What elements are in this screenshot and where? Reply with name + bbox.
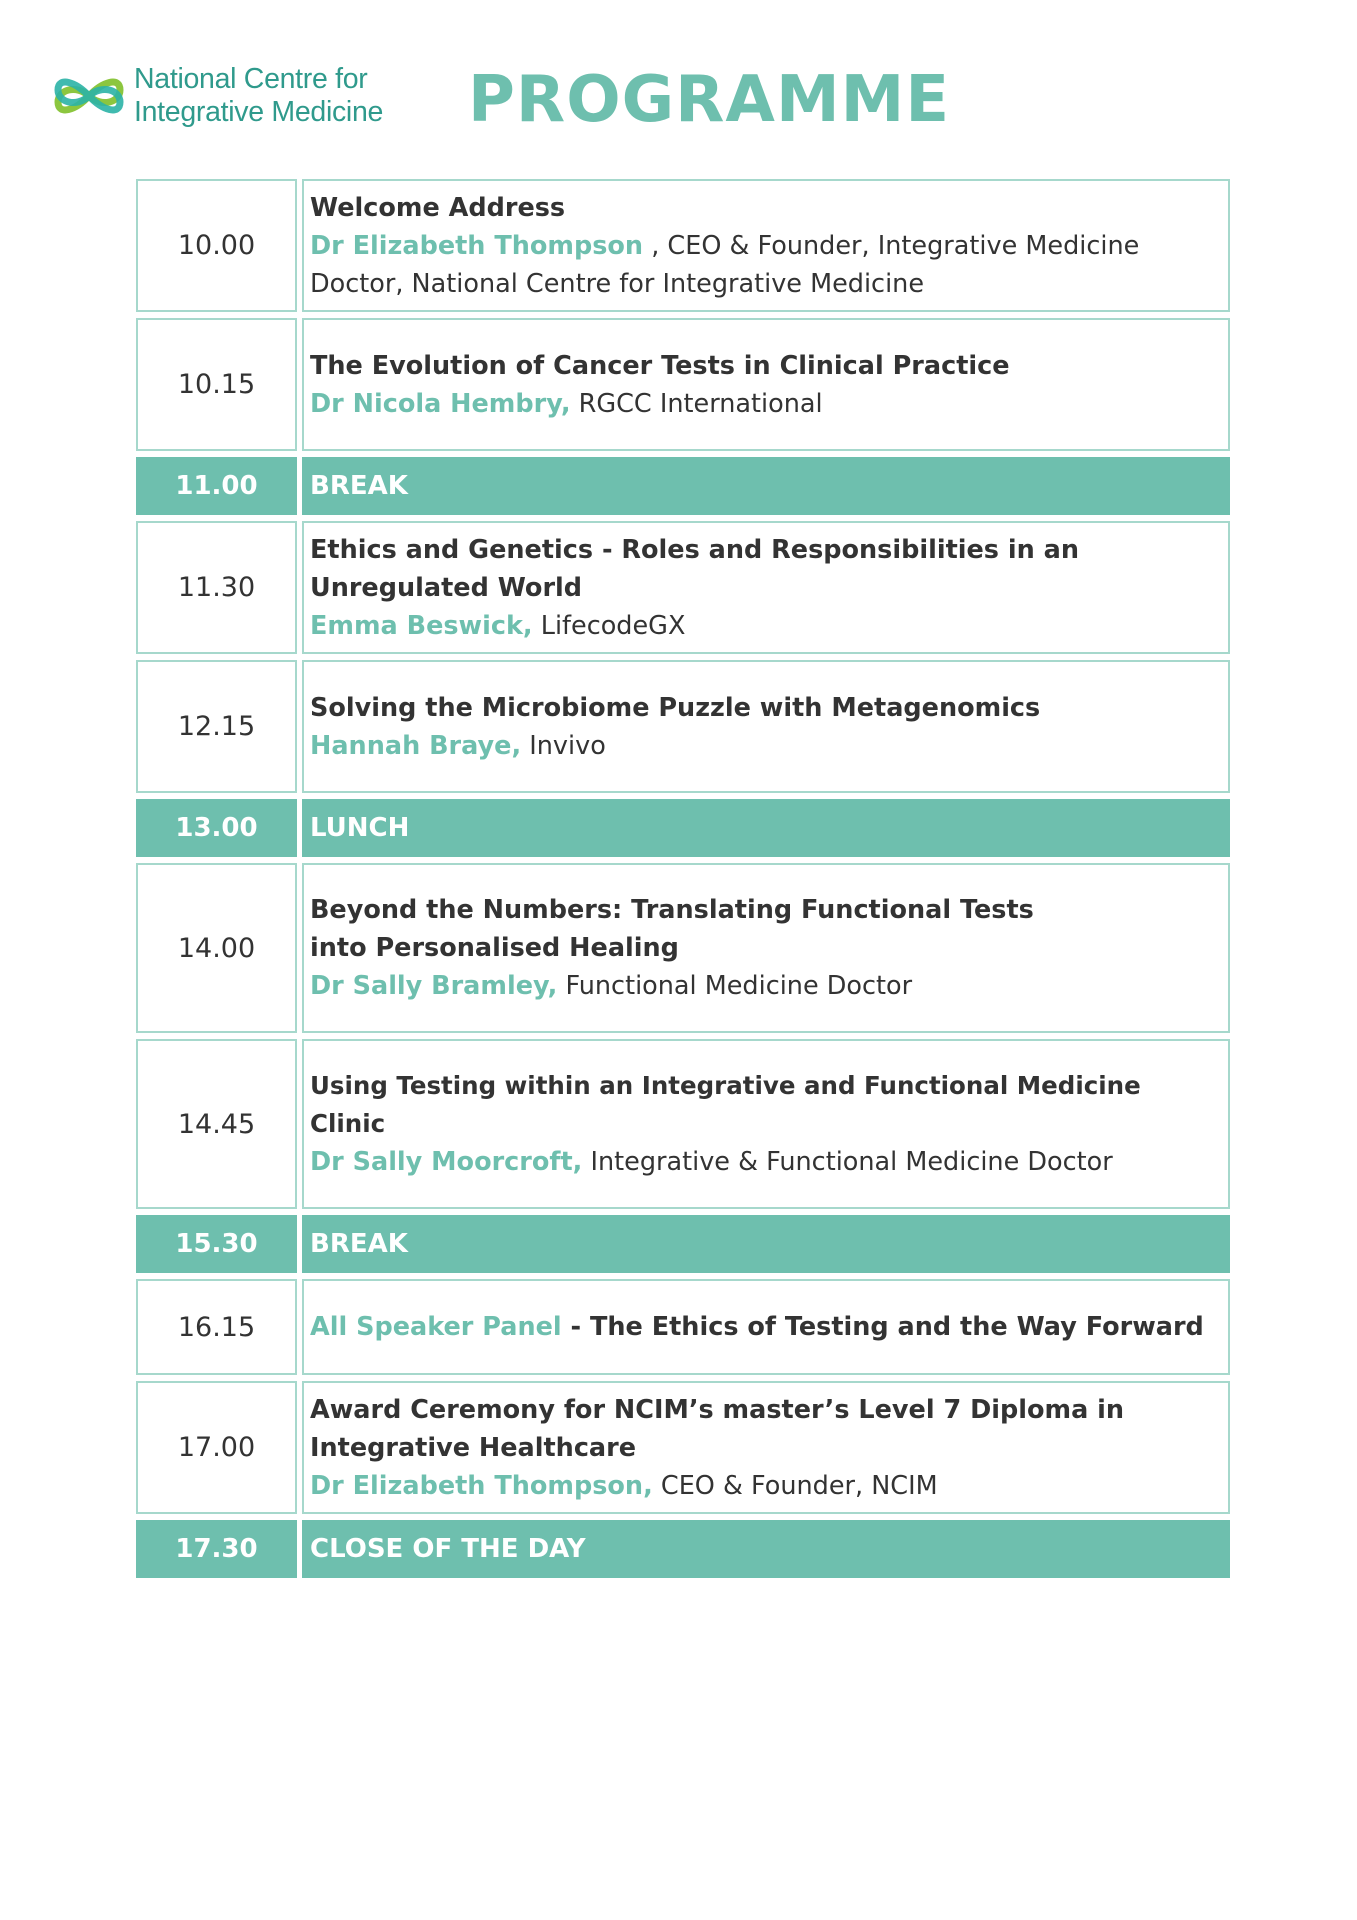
- speaker-name: Dr Sally Bramley,: [310, 971, 558, 1001]
- session-time: 16.15: [136, 1279, 297, 1375]
- break-label: BREAK: [302, 457, 1230, 515]
- break-row: [136, 799, 1230, 857]
- session-speaker-line: [310, 727, 606, 765]
- ncim-logo-icon: [52, 60, 126, 132]
- speaker-name: Dr Elizabeth Thompson,: [310, 1470, 653, 1501]
- break-time: 17.30: [136, 1520, 297, 1578]
- programme-table: [136, 179, 1230, 1584]
- speaker-affiliation: Invivo: [521, 730, 606, 761]
- speaker-name: Dr Elizabeth Thompson: [310, 230, 644, 261]
- session-details: [302, 179, 1230, 312]
- session-title: Welcome Address: [310, 192, 566, 223]
- speaker-name: Dr Nicola Hembry,: [310, 388, 571, 419]
- session-speaker-line: [310, 227, 1222, 303]
- break-time: 13.00: [136, 799, 297, 857]
- session-time: 10.00: [136, 179, 297, 312]
- session-details: [302, 863, 1230, 1033]
- break-row: [136, 457, 1230, 515]
- session-speaker-line: [310, 1143, 1113, 1181]
- org-name-line1: National Centre for: [134, 63, 368, 95]
- session-row: [136, 521, 1230, 654]
- session-time: 10.15: [136, 318, 297, 451]
- panel-title: - The Ethics of Testing and the Way Forward: [561, 1312, 1204, 1342]
- session-speaker-line: [310, 385, 823, 423]
- speaker-affiliation: , CEO & Founder, Integrative Medicine Doctor, National Centre for Integrative Medicine: [310, 230, 1140, 299]
- session-title: Award Ceremony for NCIM’s master’s Level 7 Diploma in Integrative Healthcare: [310, 1394, 1125, 1463]
- session-title: Beyond the Numbers: Translating Functional Tests into Personalised Healing: [310, 895, 1034, 963]
- break-label: BREAK: [302, 1215, 1230, 1273]
- session-time: 12.15: [136, 660, 297, 793]
- speaker-name: Dr Sally Moorcroft,: [310, 1147, 583, 1177]
- break-time: 15.30: [136, 1215, 297, 1273]
- break-row: [136, 1215, 1230, 1273]
- speaker-name: Emma Beswick,: [310, 610, 533, 641]
- panel-line: [310, 1308, 1204, 1346]
- session-time: 14.00: [136, 863, 297, 1033]
- org-name: [134, 63, 383, 129]
- speaker-affiliation: CEO & Founder, NCIM: [652, 1470, 938, 1501]
- speaker-affiliation: Integrative & Functional Medicine Doctor: [582, 1147, 1113, 1177]
- page-title: PROGRAMME: [468, 63, 951, 137]
- break-label: CLOSE OF THE DAY: [302, 1520, 1230, 1578]
- org-logo: [52, 60, 383, 132]
- panel-speaker: All Speaker Panel: [310, 1312, 562, 1342]
- speaker-affiliation: Functional Medicine Doctor: [557, 971, 913, 1001]
- session-row: [136, 1381, 1230, 1514]
- break-row: [136, 1520, 1230, 1578]
- session-speaker-line: [310, 967, 912, 1005]
- session-speaker-line: [310, 1467, 938, 1505]
- session-details: [302, 660, 1230, 793]
- session-row: [136, 1039, 1230, 1209]
- session-row: [136, 660, 1230, 793]
- session-details: [302, 521, 1230, 654]
- org-name-line2: Integrative Medicine: [134, 96, 384, 128]
- session-time: 11.30: [136, 521, 297, 654]
- session-title: Using Testing within an Integrative and Functional Medicine Clinic: [310, 1071, 1141, 1138]
- session-details: [302, 1279, 1230, 1375]
- speaker-affiliation: LifecodeGX: [532, 610, 686, 641]
- panel-row: [136, 1279, 1230, 1375]
- session-speaker-line: [310, 607, 685, 645]
- session-row: [136, 318, 1230, 451]
- session-title: Solving the Microbiome Puzzle with Metagenomics: [310, 692, 1041, 723]
- break-label: LUNCH: [302, 799, 1230, 857]
- speaker-affiliation: RGCC International: [570, 388, 823, 419]
- speaker-name: Hannah Braye,: [310, 730, 522, 761]
- session-time: 17.00: [136, 1381, 297, 1514]
- session-row: [136, 179, 1230, 312]
- session-details: [302, 1381, 1230, 1514]
- break-time: 11.00: [136, 457, 297, 515]
- session-title: Ethics and Genetics - Roles and Responsibilities in an Unregulated World: [310, 534, 1079, 603]
- session-details: [302, 318, 1230, 451]
- session-details: [302, 1039, 1230, 1209]
- session-title: The Evolution of Cancer Tests in Clinical Practice: [310, 350, 1010, 381]
- session-row: [136, 863, 1230, 1033]
- session-time: 14.45: [136, 1039, 297, 1209]
